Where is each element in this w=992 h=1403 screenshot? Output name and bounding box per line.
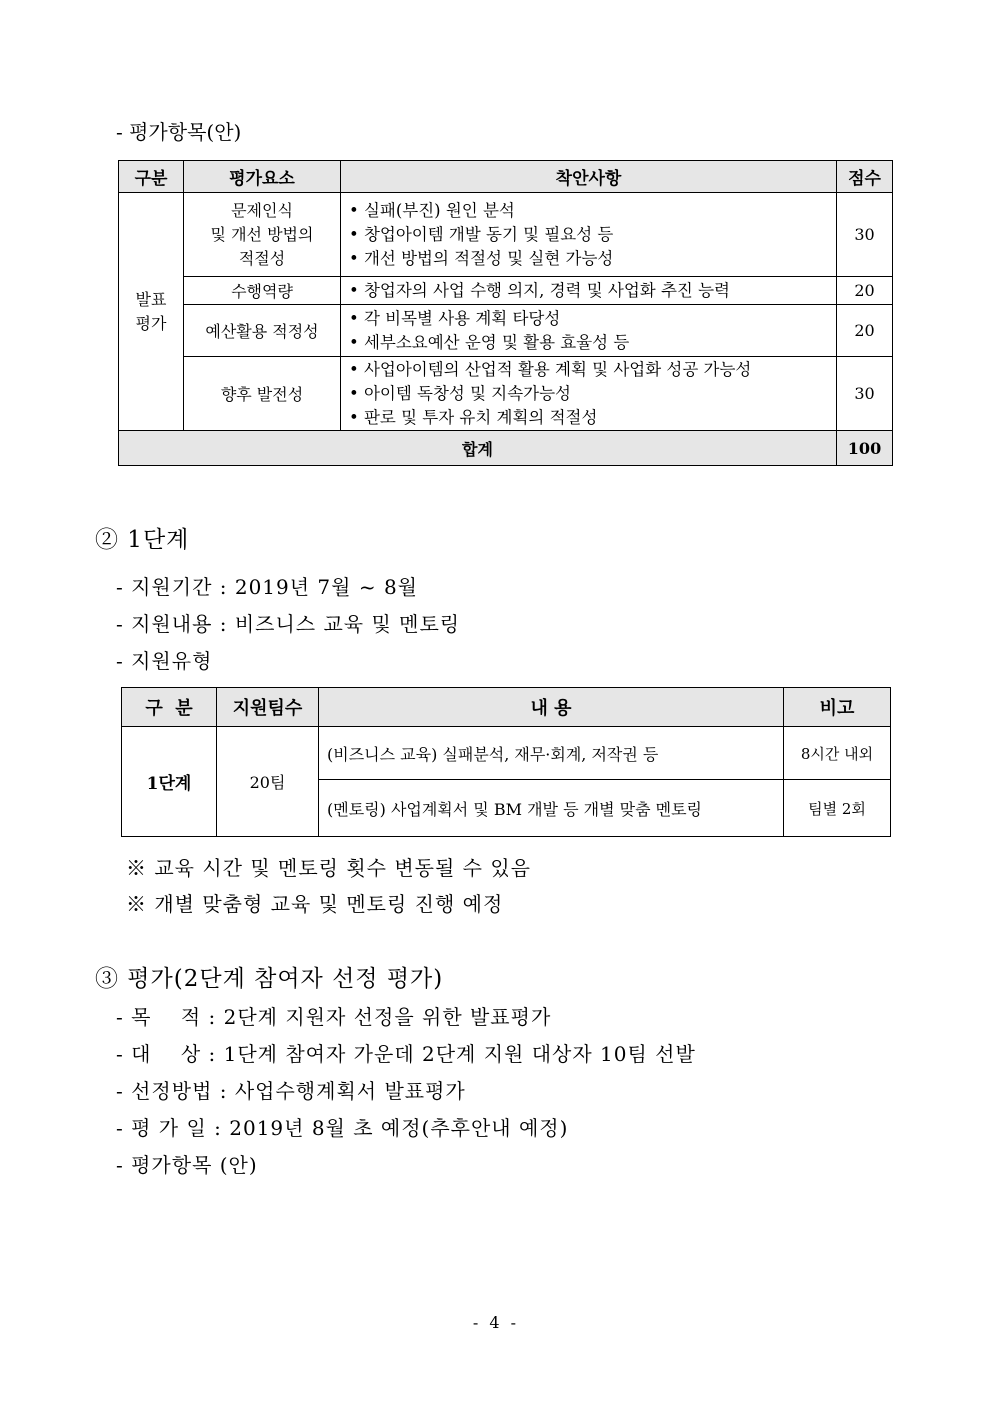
support-table	[121, 687, 891, 837]
point-item: • 실패(부진) 원인 분석	[349, 199, 836, 223]
point-item: • 아이템 독창성 및 지속가능성	[349, 382, 836, 406]
score-cell: 30	[837, 357, 893, 431]
points-cell	[341, 305, 837, 357]
note-cell: 팀별 2회	[784, 780, 891, 837]
header-division: 구 분	[122, 688, 217, 727]
note-cell: 8시간 내외	[784, 727, 891, 780]
stage2-item: - 대 상 : 1단계 참여자 가운데 2단계 지원 대상자 10팀 선발	[116, 1042, 696, 1066]
total-label: 합계	[119, 431, 837, 466]
point-item: • 개선 방법의 적절성 및 실현 가능성	[349, 247, 836, 271]
note-line: ※ 교육 시간 및 멘토링 횟수 변동될 수 있음	[126, 856, 531, 880]
category-cell: 발표 평가	[119, 193, 184, 431]
stage1-type: - 지원유형	[116, 649, 213, 673]
score-cell: 30	[837, 193, 893, 277]
note-line: ※ 개별 맞춤형 교육 및 멘토링 진행 예정	[126, 892, 504, 916]
header-teams: 지원팀수	[217, 688, 319, 727]
evaluation-table	[118, 160, 893, 466]
header-content: 내 용	[319, 688, 784, 727]
stage1-period: - 지원기간 : 2019년 7월 ~ 8월	[116, 575, 418, 599]
point-item: • 각 비목별 사용 계획 타당성	[349, 307, 836, 331]
points-cell	[341, 193, 837, 277]
point-item: • 창업자의 사업 수행 의지, 경력 및 사업화 추진 능력	[349, 279, 836, 303]
content-cell: (멘토링) 사업계획서 및 BM 개발 등 개별 맞춤 멘토링	[319, 780, 784, 837]
stage2-item: - 선정방법 : 사업수행계획서 발표평가	[116, 1079, 466, 1103]
stage2-heading: ③ 평가(2단계 참여자 선정 평가)	[95, 966, 444, 992]
element-cell: 예산활용 적정성	[184, 305, 341, 357]
points-cell	[341, 277, 837, 305]
stage2-item: - 평가항목 (안)	[116, 1153, 258, 1177]
score-cell: 20	[837, 277, 893, 305]
header-element: 평가요소	[184, 161, 341, 193]
teams-cell: 20팀	[217, 727, 319, 837]
point-item: • 세부소요예산 운영 및 활용 효율성 등	[349, 331, 836, 355]
element-cell: 수행역량	[184, 277, 341, 305]
content-cell: (비즈니스 교육) 실패분석, 재무·회계, 저작권 등	[319, 727, 784, 780]
eval-items-label: - 평가항목(안)	[116, 120, 242, 144]
page-number: - 4 -	[472, 1313, 520, 1332]
header-note: 비고	[784, 688, 891, 727]
stage1-heading: ② 1단계	[95, 527, 190, 553]
header-score: 점수	[837, 161, 893, 193]
point-item: • 창업아이템 개발 동기 및 필요성 등	[349, 223, 836, 247]
header-points: 착안사항	[341, 161, 837, 193]
stage-cell: 1단계	[122, 727, 217, 837]
element-cell: 향후 발전성	[184, 357, 341, 431]
points-cell	[341, 357, 837, 431]
header-category: 구분	[119, 161, 184, 193]
point-item: • 판로 및 투자 유치 계획의 적절성	[349, 406, 836, 430]
stage2-item: - 평 가 일 : 2019년 8월 초 예정(추후안내 예정)	[116, 1116, 569, 1140]
element-cell: 문제인식 및 개선 방법의 적절성	[184, 193, 341, 277]
score-cell: 20	[837, 305, 893, 357]
stage2-item: - 목 적 : 2단계 지원자 선정을 위한 발표평가	[116, 1005, 552, 1029]
stage1-content: - 지원내용 : 비즈니스 교육 및 멘토링	[116, 612, 461, 636]
point-item: • 사업아이템의 산업적 활용 계획 및 사업화 성공 가능성	[349, 358, 836, 382]
total-score: 100	[837, 431, 893, 466]
